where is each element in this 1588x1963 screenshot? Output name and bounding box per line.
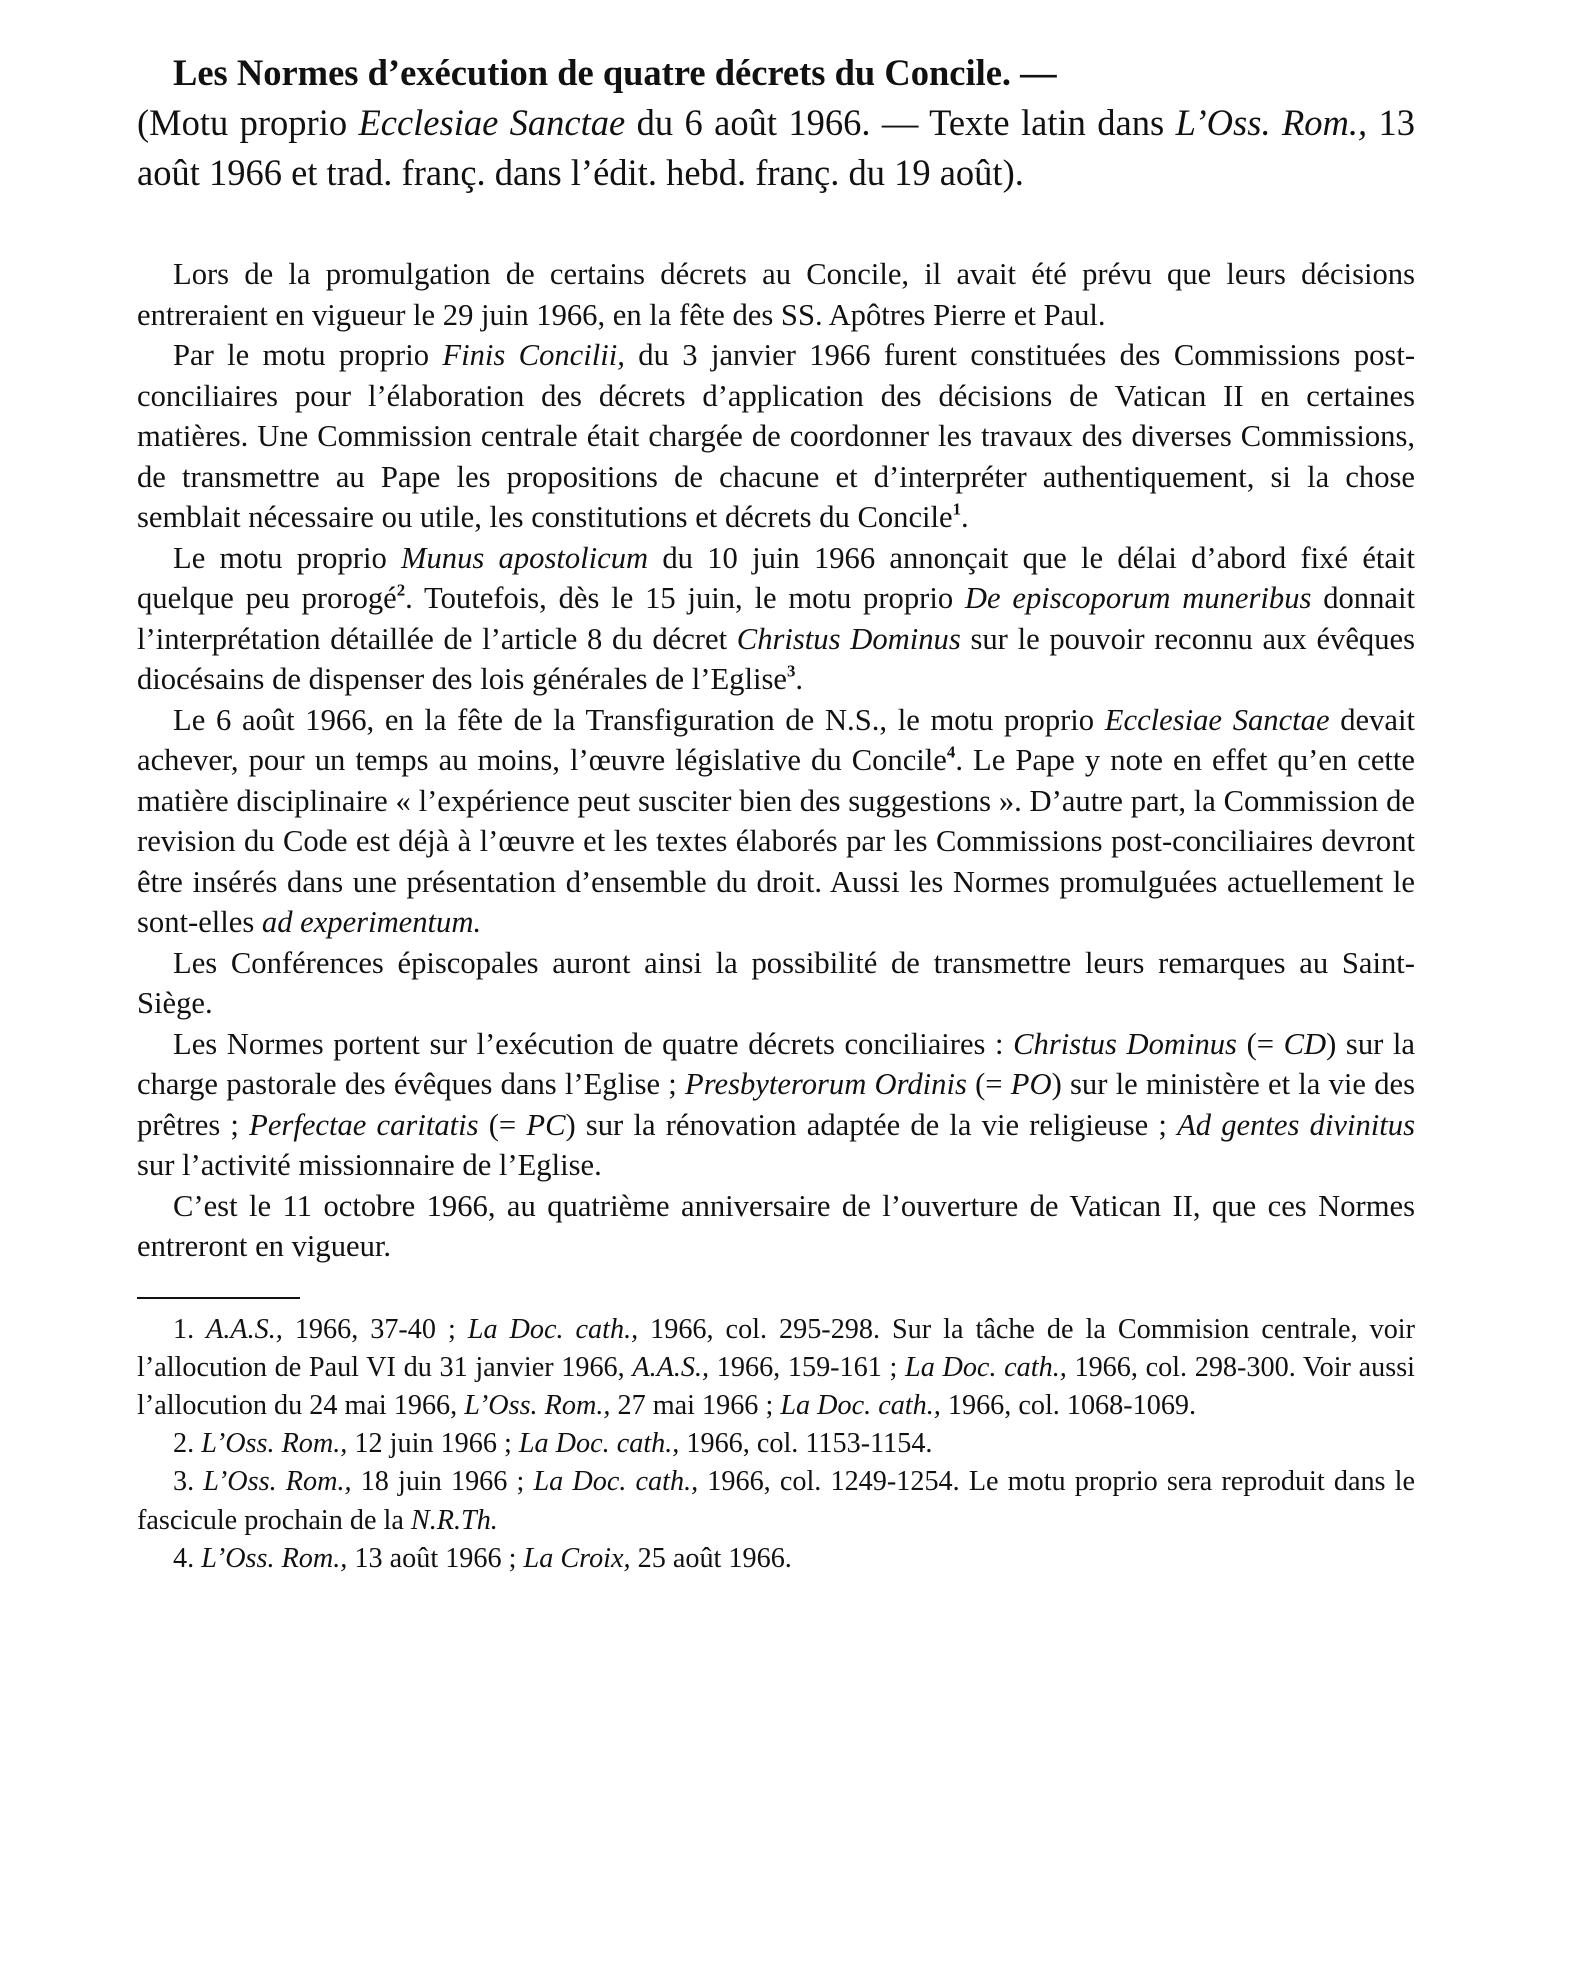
document-page bbox=[137, 48, 1415, 1578]
paragraph-6: Les Normes portent sur l’exécution de quatre décrets conciliaires : Christus Dominus (= CD) sur la charge pastorale des évêques dans l’Eglise ; Presbyterorum Ordinis (= PO) sur le ministère et la vie des prêtres ; Perfectae caritatis (= PC) sur la rénovation adaptée de la vie religieuse ; Ad gentes divinitus sur l’activité missionnaire de l’Eglise. bbox=[137, 1026, 1415, 1182]
paragraph-1: Lors de la promulgation de certains décrets au Concile, il avait été prévu que leurs décisions entreraient en vigueur le 29 juin 1966, en la fête des SS. Apôtres Pierre et Paul. bbox=[137, 257, 1415, 332]
footnote-2: 2. L’Oss. Rom., 12 juin 1966 ; La Doc. cath., 1966, col. 1153-1154. bbox=[173, 1428, 933, 1460]
article-source-note: (Motu proprio Ecclesiae Sanctae du 6 août 1966. — Texte latin dans L’Oss. Rom., 13 août 1966 et trad. franç. dans l’édit. hebd. franç. du 19 août). bbox=[137, 102, 1416, 193]
footnote-divider bbox=[137, 1297, 300, 1299]
paragraph-5: Les Conférences épiscopales auront ainsi la possibilité de transmettre leurs remarques au Saint-Siège. bbox=[137, 945, 1415, 1020]
footnote-ref: 2 bbox=[396, 580, 406, 600]
article-heading bbox=[137, 48, 1415, 198]
footnote-3: 3. L’Oss. Rom., 18 juin 1966 ; La Doc. cath., 1966, col. 1249-1254. Le motu proprio sera reproduit dans le fascicule prochain de la N.R.Th. bbox=[137, 1466, 1416, 1536]
article-title: Les Normes d’exécution de quatre décrets du Concile. — bbox=[173, 52, 1057, 93]
paragraph-7: C’est le 11 octobre 1966, au quatrième anniversaire de l’ouverture de Vatican II, que ces Normes entreront en vigueur. bbox=[137, 1188, 1415, 1263]
paragraph-2: Par le motu proprio Finis Concilii, du 3 janvier 1966 furent constituées des Commissions post-conciliaires pour l’élaboration des décrets d’application des décisions de Vatican II en certaines matières. Une Commission centrale était chargée de coordonner les travaux des diverses Commissions, de transmettre au Pape les propositions de chacune et d’interpréter authentiquement, si la chose semblait nécessaire ou utile, les constitutions et décrets du Concile$^1$. bbox=[137, 338, 1416, 534]
footnotes bbox=[137, 1311, 1415, 1578]
footnote-ref: 4 bbox=[946, 742, 956, 762]
article-body bbox=[137, 254, 1415, 1267]
footnote-4: 4. L’Oss. Rom., 13 août 1966 ; La Croix, 25 août 1966. bbox=[173, 1542, 792, 1574]
paragraph-3: Le motu proprio Munus apostolicum du 10 juin 1966 annonçait que le délai d’abord fixé était quelque peu prorogé$^2$. Toutefois, dès le 15 juin, le motu proprio De episcoporum muneribus donnait l’interprétation détaillée de l’article 8 du décret Christus Dominus sur le pouvoir reconnu aux évêques diocésains de dispenser des lois générales de l’Eglise$^3$. bbox=[137, 540, 1415, 696]
footnote-1: 1. A.A.S., 1966, 37-40 ; La Doc. cath., 1966, col. 295-298. Sur la tâche de la Commision centrale, voir l’allocution de Paul VI du 31 janvier 1966, A.A.S., 1966, 159-161 ; La Doc. cath., 1966, col. 298-300. Voir aussi l’allocution du 24 mai 1966, L’Oss. Rom., 27 mai 1966 ; La Doc. cath., 1966, col. 1068-1069. bbox=[137, 1313, 1415, 1421]
paragraph-4: Le 6 août 1966, en la fête de la Transfiguration de N.S., le motu proprio Ecclesiae Sanctae devait achever, pour un temps au moins, l’œuvre législative du Concile$^4$. Le Pape y note en effet qu’en cette matière disciplinaire « l’expérience peut susciter bien des suggestions ». D’autre part, la Commission de revision du Code est déjà à l’œuvre et les textes élaborés par les Commissions post-conciliaires devront être insérés dans une présentation d’ensemble du droit. Aussi les Normes promulguées actuellement le sont-elles ad experimentum. bbox=[137, 702, 1416, 939]
footnote-ref: 1 bbox=[952, 499, 962, 519]
footnote-ref: 3 bbox=[786, 661, 796, 681]
